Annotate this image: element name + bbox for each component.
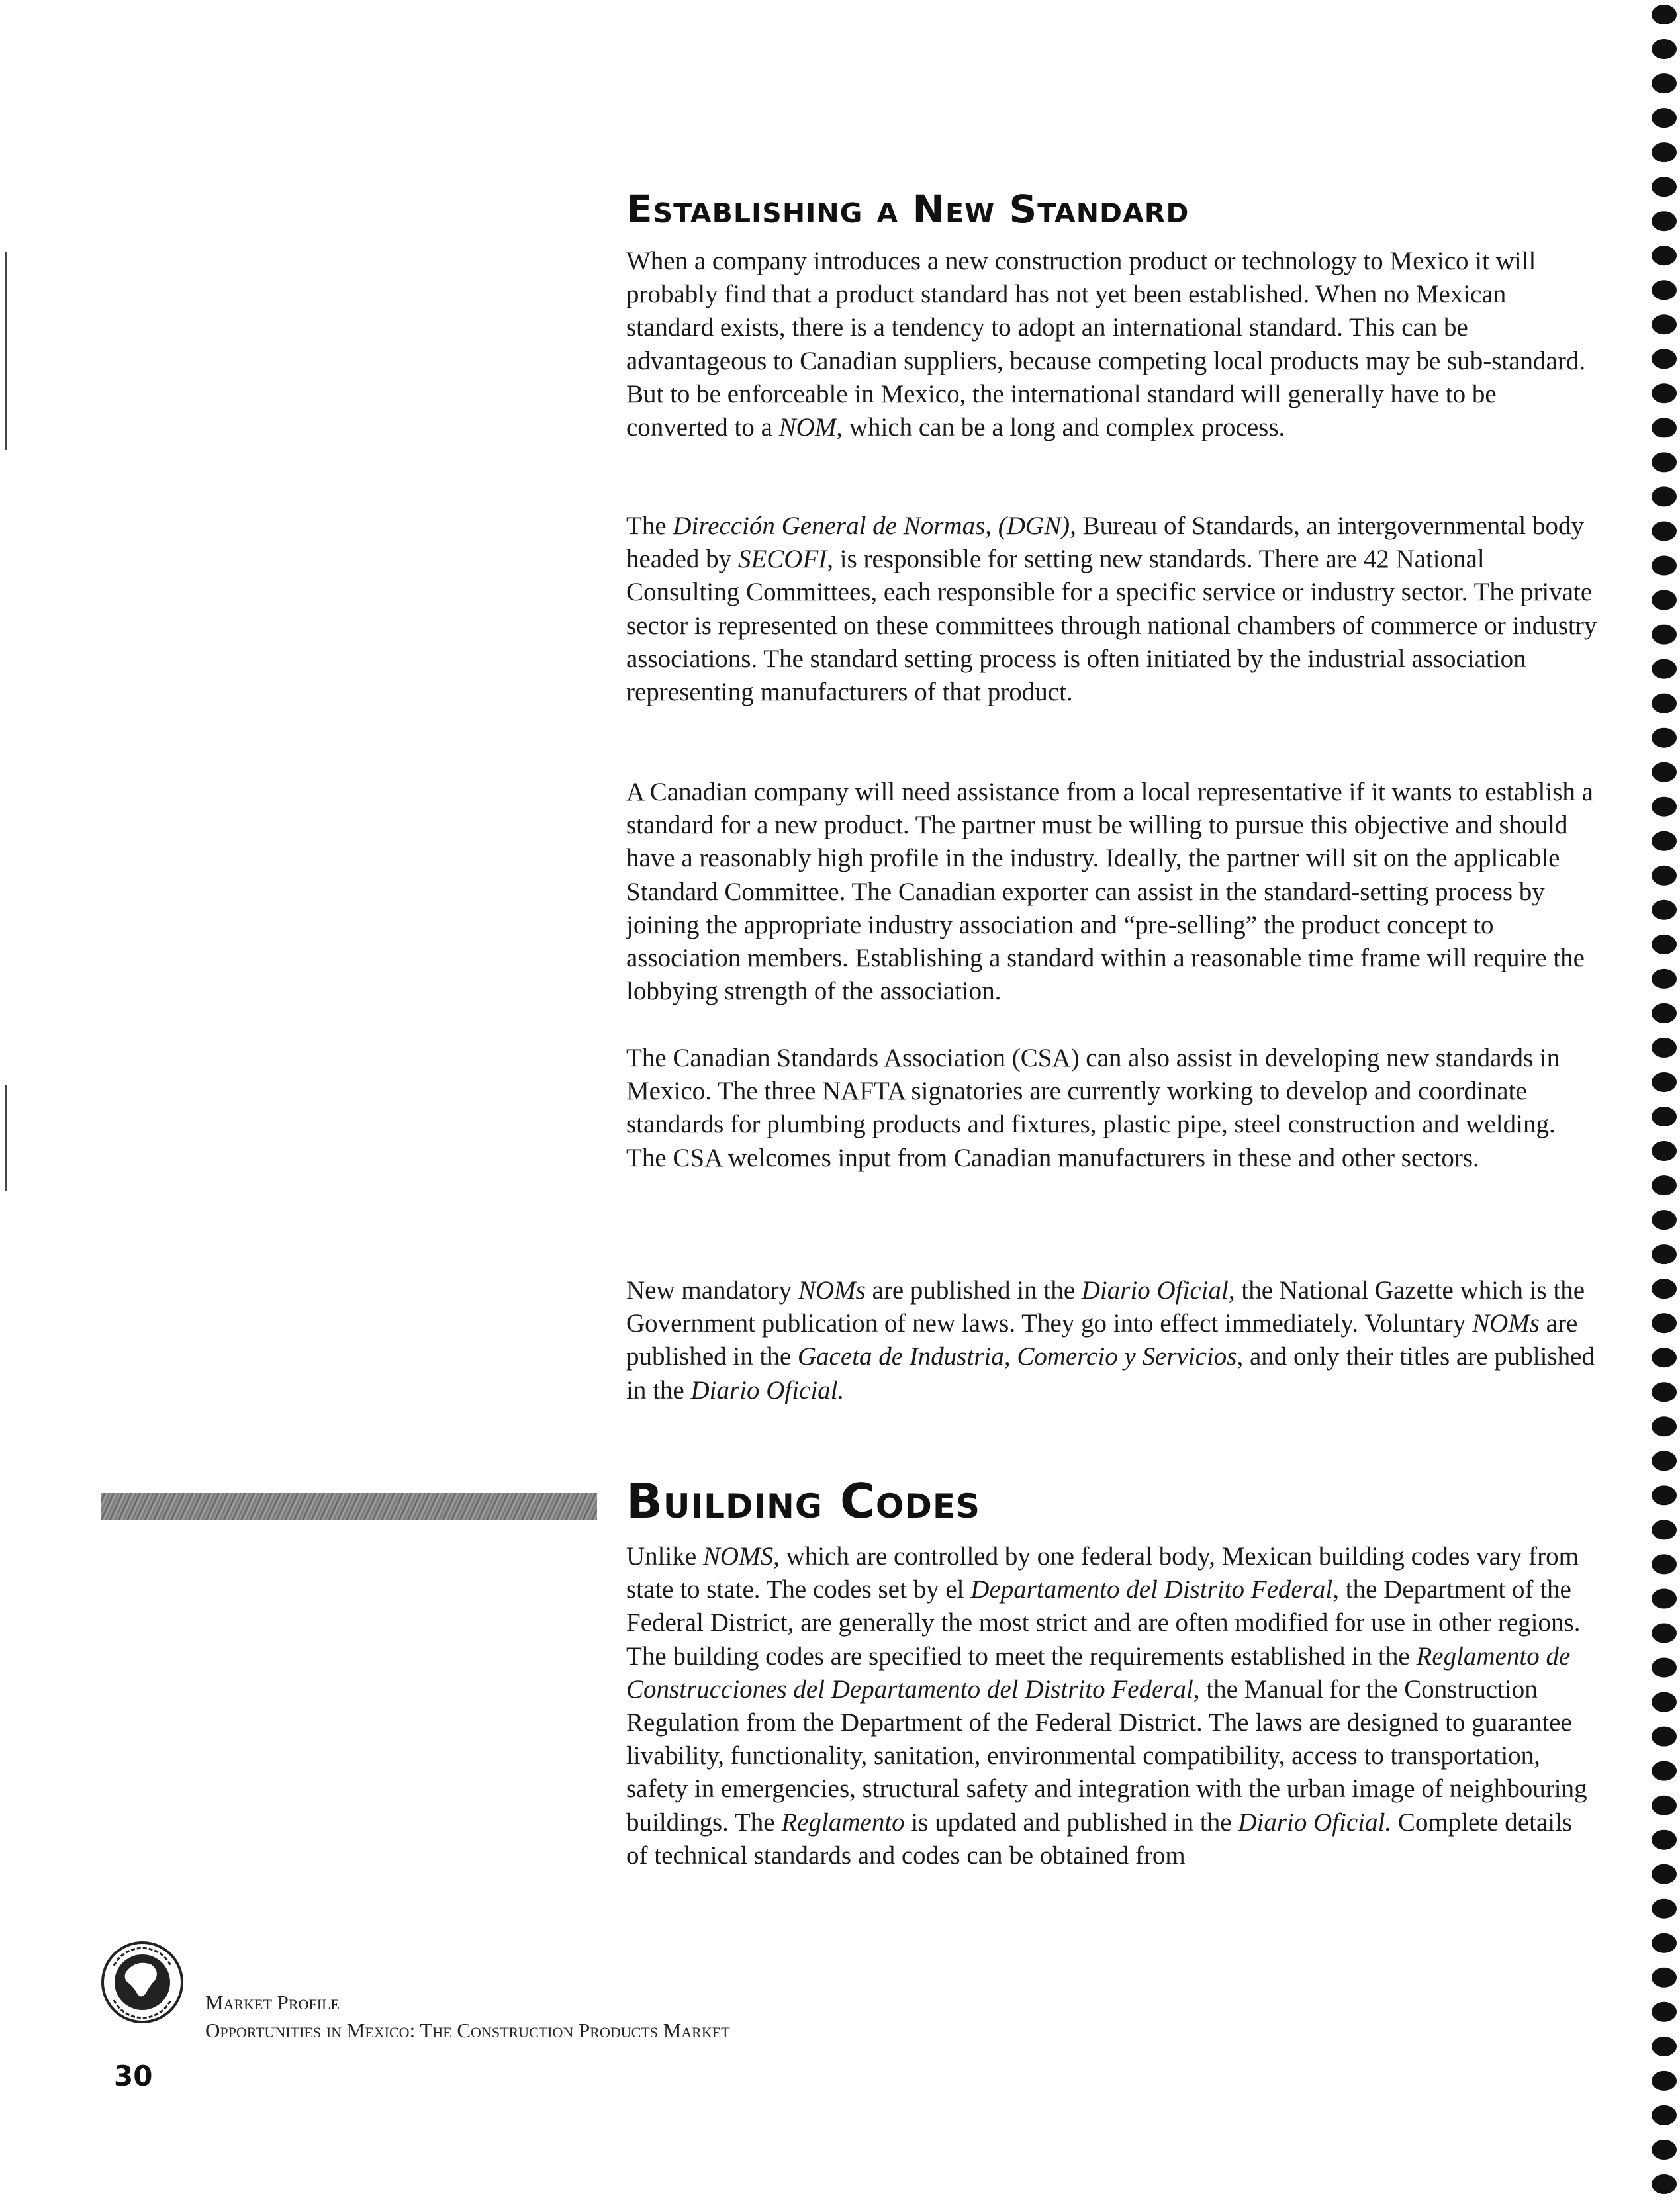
spiral-binding-hole-icon [1652, 1968, 1677, 1988]
spiral-binding-hole-icon [1652, 1933, 1677, 1953]
spiral-binding-hole-icon [1652, 314, 1677, 334]
paragraph [626, 1274, 1599, 1407]
spiral-binding-hole-icon [1652, 1175, 1677, 1195]
spiral-binding-hole-icon [1652, 728, 1677, 748]
page-number: 30 [114, 2060, 153, 2092]
spiral-binding-hole-icon [1652, 1485, 1677, 1505]
spiral-binding-hole-icon [1652, 2002, 1677, 2022]
spiral-binding-hole-icon [1652, 1796, 1677, 1815]
spiral-binding-hole-icon [1652, 2071, 1677, 2091]
spiral-binding-hole-icon [1652, 246, 1677, 265]
text-run: , the Department of the Federal District, are generally the most strict and are often modified for use in other regions. The building codes are specified to meet the requirements established in the [626, 1575, 1581, 1671]
spiral-binding-hole-icon [1652, 866, 1677, 886]
globe-seal-graphic [99, 1939, 185, 2025]
italic-text-run: Gaceta de Industria, Comercio y Servicios [797, 1342, 1237, 1371]
paragraph [626, 1042, 1599, 1175]
spiral-binding-hole-icon [1652, 1761, 1677, 1781]
italic-text-run: SECOFI [737, 545, 827, 574]
paragraph [626, 245, 1599, 444]
spiral-binding-hole-icon [1652, 1348, 1677, 1367]
italic-text-run: Diario Oficial. [690, 1375, 845, 1404]
spiral-binding-hole-icon [1652, 2140, 1677, 2160]
spiral-binding-hole-icon [1652, 831, 1677, 851]
north-america-globe-seal-icon [99, 1939, 185, 2025]
text-run: When a company introduces a new construction product or technology to Mexico it will probably find that a product standard has not yet been established. When no Mexican standard exists, there is a tendency to adopt an international standard. This can be advantageous to Canadian suppliers, because competing local products may be sub-standard. But to be enforceable in Mexico, the international standard will generally have to be converted to a [626, 247, 1586, 442]
spiral-binding-hole-icon [1652, 1451, 1677, 1471]
spiral-binding-hole-icon [1652, 142, 1677, 162]
spiral-binding-hole-icon [1652, 2105, 1677, 2125]
spiral-binding-hole-icon [1652, 1244, 1677, 1264]
scan-edge-mark [5, 1085, 7, 1191]
spiral-binding-hole-icon [1652, 1038, 1677, 1058]
text-run: Unlike [626, 1542, 703, 1571]
spiral-binding-hole-icon [1652, 1210, 1677, 1230]
paragraph [626, 510, 1599, 709]
spiral-binding-hole-icon [1652, 5, 1677, 24]
spiral-binding-hole-icon [1652, 935, 1677, 954]
italic-text-run: Reglamento [781, 1808, 905, 1837]
text-run: , the National Gazette which is the Government publication of new laws. They go into effect immediately. Voluntary [626, 1276, 1585, 1338]
italic-text-run: Diario Oficial [1081, 1276, 1229, 1305]
spiral-binding-hole-icon [1652, 39, 1677, 59]
spiral-binding-hole-icon [1652, 73, 1677, 93]
spiral-binding-hole-icon [1652, 762, 1677, 782]
spiral-binding-hole-icon [1652, 1658, 1677, 1678]
spiral-binding-hole-icon [1652, 1072, 1677, 1092]
spiral-binding-hole-icon [1652, 1692, 1677, 1712]
spiral-binding-hole-icon [1652, 383, 1677, 403]
spiral-binding-hole-icon [1652, 522, 1677, 541]
spiral-binding-hole-icon [1652, 1279, 1677, 1299]
italic-text-run: Dirección General de Normas, (DGN), [673, 512, 1076, 540]
spiral-binding-hole-icon [1652, 590, 1677, 610]
spiral-binding-hole-icon [1652, 1864, 1677, 1884]
italic-text-run: Departamento del Distrito Federal [970, 1575, 1333, 1604]
spiral-binding-hole-icon [1652, 349, 1677, 369]
footer-market-profile: Market Profile [205, 1991, 340, 2014]
italic-text-run: NOM [778, 413, 837, 442]
spiral-binding-hole-icon [1652, 211, 1677, 231]
text-run: are published in the [626, 1309, 1578, 1371]
text-run: The Canadian Standards Association (CSA) can also assist in developing new standards in Mexico. The three NAFTA signatories are currently working to develop and coordinate standards for plumbing products and fixtures, plastic pipe, steel construction and welding. The CSA welcomes input from Canadian manufacturers in these and other sectors. [626, 1044, 1560, 1172]
spiral-binding-hole-icon [1652, 1727, 1677, 1747]
footer-publication-title: Opportunities in Mexico: The Construction Products Market [205, 2019, 730, 2042]
text-run: New mandatory [626, 1276, 798, 1305]
italic-text-run: NOMS [702, 1542, 774, 1571]
spiral-binding-hole-icon [1652, 1624, 1677, 1643]
text-run: , which can be a long and complex process. [836, 413, 1285, 442]
italic-text-run: Diario Oficial. [1238, 1808, 1392, 1837]
section-heading-building-codes: Building Codes [626, 1473, 981, 1529]
spiral-binding-hole-icon [1652, 1107, 1677, 1126]
paragraph [626, 1540, 1599, 1872]
text-run: , and only their titles are published in the [626, 1342, 1595, 1404]
scan-edge-mark [5, 252, 7, 450]
spiral-binding-hole-icon [1652, 486, 1677, 506]
spiral-binding-hole-icon [1652, 625, 1677, 645]
spiral-binding-hole-icon [1652, 797, 1677, 817]
text-run: Bureau of Standards, an intergovernmental body headed by [626, 512, 1585, 574]
italic-text-run: NOMs [1472, 1309, 1540, 1338]
spiral-binding-hole-icon [1652, 659, 1677, 679]
spiral-binding-hole-icon [1652, 177, 1677, 197]
text-run: , is responsible for setting new standards. There are 42 National Consulting Committees, each responsible for a specific service or industry sector. The private sector is represented on these committees through national chambers of commerce or industry associations. The standard setting process is often initiated by the industrial association representing manufacturers of that product. [626, 545, 1597, 707]
text-run: , the Manual for the Construction Regulation from the Department of the Federal District. The laws are designed to guarantee livability, functionality, sanitation, environmental compatibility, access to transportation, safety in emergencies, structural safety and integration with the urban image of neighbouring buildings. The [626, 1675, 1587, 1837]
section-heading-establishing-standard: Establishing a New Standard [626, 187, 1190, 232]
italic-text-run: NOMs [798, 1276, 866, 1305]
spiral-binding-hole-icon [1652, 1382, 1677, 1402]
spiral-binding-hole-icon [1652, 2037, 1677, 2056]
paragraph [626, 776, 1599, 1008]
section-divider-bar [101, 1493, 597, 1520]
spiral-binding-hole-icon [1652, 1899, 1677, 1919]
text-run: , which are controlled by one federal body, Mexican building codes vary from state to state. The codes set by el [626, 1542, 1579, 1604]
spiral-binding-hole-icon [1652, 2174, 1677, 2194]
spiral-binding-hole-icon [1652, 1003, 1677, 1023]
italic-text-run: Reglamento de Construcciones del Departamento del Distrito Federal [626, 1641, 1571, 1704]
text-run: The [626, 512, 673, 540]
spiral-binding-hole-icon [1652, 418, 1677, 437]
spiral-binding-hole-icon [1652, 1313, 1677, 1333]
spiral-binding-hole-icon [1652, 1554, 1677, 1574]
spiral-binding-hole-icon [1652, 108, 1677, 128]
spiral-binding-hole-icon [1652, 969, 1677, 989]
spiral-binding [1646, 0, 1680, 2201]
text-run: Complete details of technical standards and codes can be obtained from [626, 1808, 1573, 1870]
spiral-binding-hole-icon [1652, 1589, 1677, 1609]
spiral-binding-hole-icon [1652, 1141, 1677, 1161]
text-run: are published in the [865, 1276, 1082, 1305]
text-run: is updated and published in the [904, 1808, 1238, 1837]
binding-holes [1646, 0, 1680, 2201]
spiral-binding-hole-icon [1652, 900, 1677, 920]
spiral-binding-hole-icon [1652, 1416, 1677, 1436]
spiral-binding-hole-icon [1652, 556, 1677, 576]
spiral-binding-hole-icon [1652, 1520, 1677, 1539]
spiral-binding-hole-icon [1652, 452, 1677, 472]
spiral-binding-hole-icon [1652, 694, 1677, 713]
text-run: A Canadian company will need assistance from a local representative if it wants to establish a standard for a new product. The partner must be willing to pursue this objective and should have a reasonably high profile in the industry. Ideally, the partner will sit on the applicable Standard Committee. The Canadian exporter can assist in the standard-setting process by joining the appropriate industry association and “pre-selling” the product concept to association members. Establishing a standard within a reasonable time frame will require the lobbying strength of the association. [626, 778, 1593, 1006]
spiral-binding-hole-icon [1652, 1830, 1677, 1850]
spiral-binding-hole-icon [1652, 280, 1677, 300]
